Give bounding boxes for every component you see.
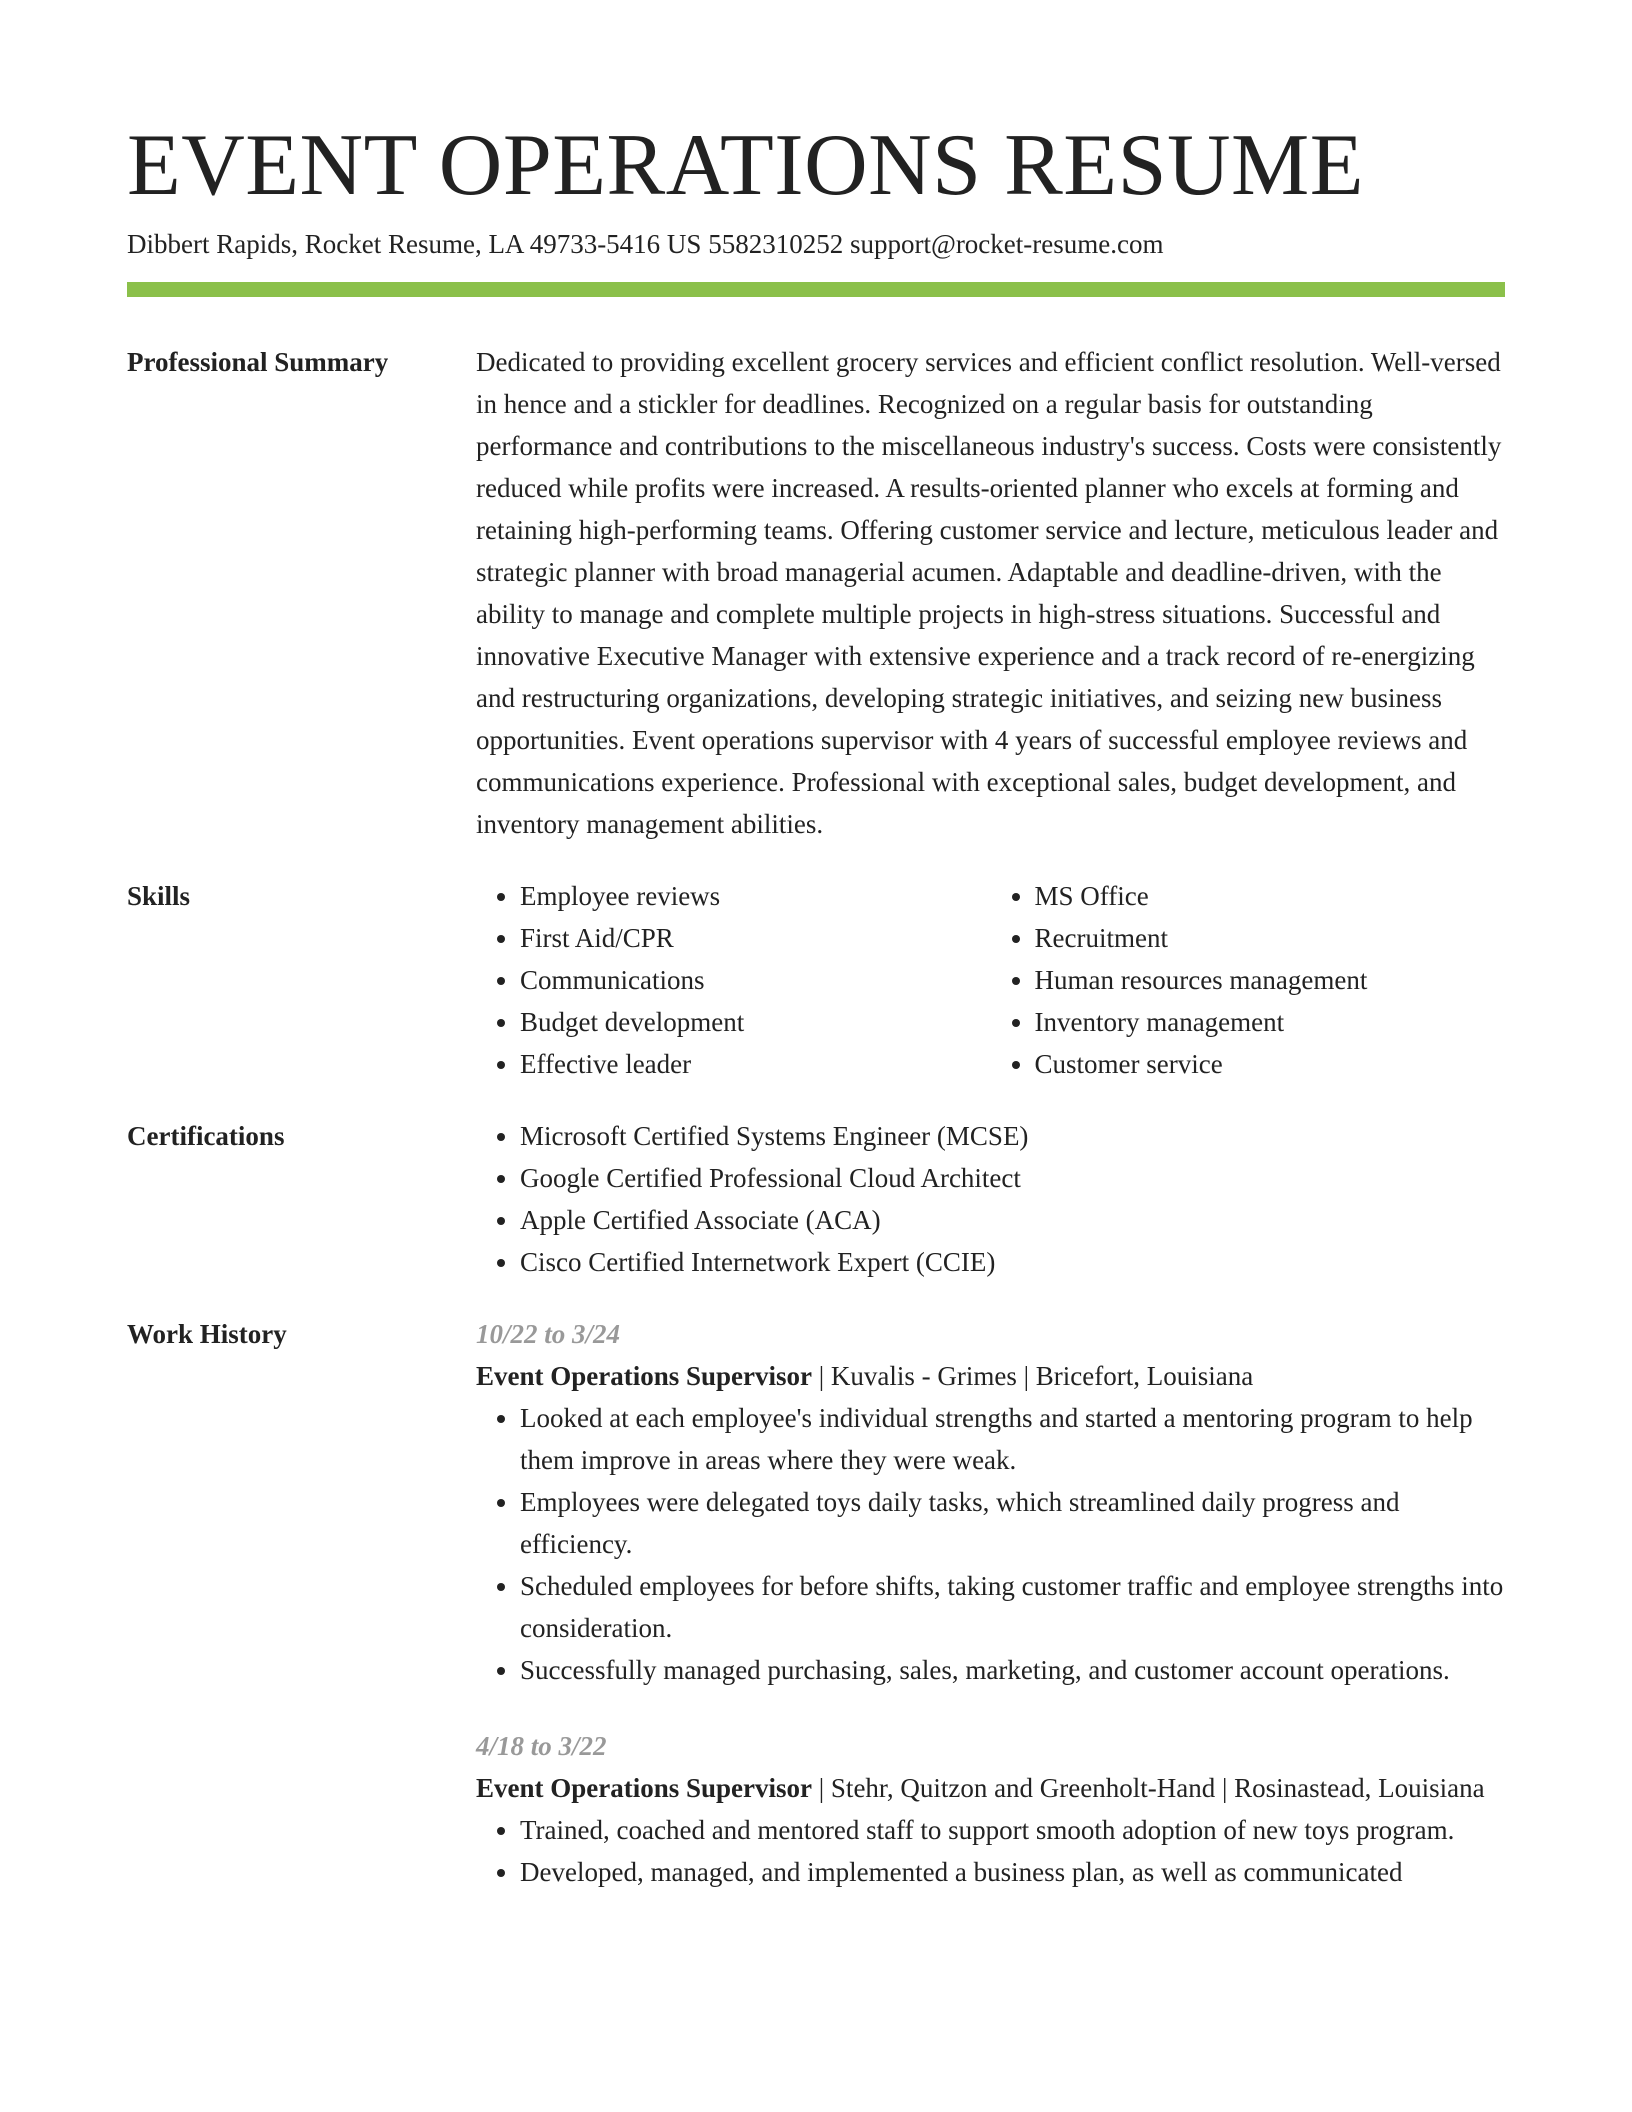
section-label-certifications: Certifications [127, 1120, 285, 1151]
skills-section [127, 875, 1505, 1085]
certifications-list [476, 1115, 1505, 1283]
job-bullet: • Trained, coached and mentored staff to support smooth adoption of new toys program. [520, 1809, 1505, 1851]
skill-item: • Effective leader [520, 1043, 991, 1085]
work-history-content [476, 1313, 1505, 1893]
job-bullet: • Successfully managed purchasing, sales, marketing, and customer account operations. [520, 1649, 1505, 1691]
summary-section [127, 341, 1505, 845]
job-dates: 10/22 to 3/24 [476, 1318, 621, 1349]
skill-item: • Recruitment [1035, 917, 1506, 959]
job-title: Event Operations Supervisor [476, 1772, 813, 1803]
job-bullets [476, 1397, 1505, 1691]
skill-item: • MS Office [1035, 875, 1506, 917]
certifications-section [127, 1115, 1505, 1283]
certification-item: • Microsoft Certified Systems Engineer (MCSE) [520, 1115, 1505, 1157]
job-entry [476, 1313, 1505, 1691]
summary-text: Dedicated to providing excellent grocery services and efficient conflict resolution. Well-versed in hence and a stickler for deadlines. Recognized on a regular basis for outstanding performance and contributions to the miscellaneous industry's success. Costs were consistently reduced while profits were increased. A results-oriented planner who excels at forming and retaining high-performing teams. Offering customer service and lecture, meticulous leader and strategic planner with broad managerial acumen. Adaptable and deadline-driven, with the ability to manage and complete multiple projects in high-stress situations. Successful and innovative Executive Manager with extensive experience and a track record of re-energizing and restructuring organizations, developing strategic initiatives, and seizing new business opportunities. Event operations supervisor with 4 years of successful employee reviews and communications experience. Professional with exceptional sales, budget development, and inventory management abilities. [476, 346, 1502, 839]
job-bullet: • Looked at each employee's individual strengths and started a mentoring program to help them improve in areas where they were weak. [520, 1397, 1505, 1481]
job-bullet: • Developed, managed, and implemented a business plan, as well as communicated [520, 1851, 1505, 1893]
job-employer-location: | Stehr, Quitzon and Greenholt-Hand | Rosinastead, Louisiana [812, 1772, 1485, 1803]
skill-item: • Customer service [1035, 1043, 1506, 1085]
skills-list-right [991, 875, 1506, 1085]
skill-item: • Human resources management [1035, 959, 1506, 1001]
skills-grid [476, 875, 1505, 1085]
certifications-content [476, 1115, 1505, 1283]
accent-divider [127, 282, 1505, 297]
skills-list-left [476, 875, 991, 1085]
job-bullet: • Employees were delegated toys daily tasks, which streamlined daily progress and efficiency. [520, 1481, 1505, 1565]
job-title: Event Operations Supervisor [476, 1360, 813, 1391]
section-label-work-history: Work History [127, 1318, 287, 1349]
contact-line: Dibbert Rapids, Rocket Resume, LA 49733-5416 US 5582310252 support@rocket-resume.com [127, 228, 1164, 259]
job-bullets [476, 1809, 1505, 1893]
skill-item: • First Aid/CPR [520, 917, 991, 959]
certification-item: • Google Certified Professional Cloud Architect [520, 1157, 1505, 1199]
skill-item: • Budget development [520, 1001, 991, 1043]
job-dates: 4/18 to 3/22 [476, 1730, 607, 1761]
skill-item: • Communications [520, 959, 991, 1001]
skill-item: • Inventory management [1035, 1001, 1506, 1043]
job-employer-location: | Kuvalis - Grimes | Bricefort, Louisiana [812, 1360, 1254, 1391]
certification-item: • Apple Certified Associate (ACA) [520, 1199, 1505, 1241]
job-heading [476, 1767, 1505, 1809]
section-label-skills: Skills [127, 880, 191, 911]
section-label-summary: Professional Summary [127, 346, 389, 377]
job-heading [476, 1355, 1505, 1397]
resume-title: EVENT OPERATIONS RESUME [127, 117, 1365, 214]
job-bullet: • Scheduled employees for before shifts, taking customer traffic and employee strengths into consideration. [520, 1565, 1505, 1649]
skill-item: • Employee reviews [520, 875, 991, 917]
work-history-section [127, 1313, 1505, 1893]
certification-item: • Cisco Certified Internetwork Expert (CCIE) [520, 1241, 1505, 1283]
job-entry [476, 1725, 1505, 1893]
